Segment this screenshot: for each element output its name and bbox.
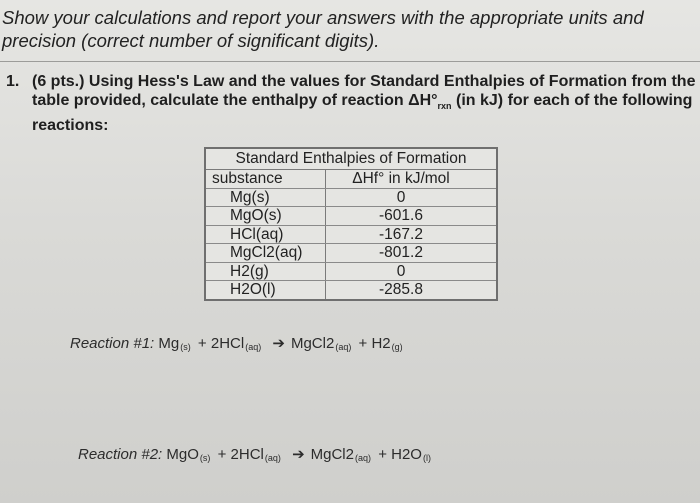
reaction-2-state-1: (s)	[199, 453, 211, 463]
reaction-2-state-3: (aq)	[355, 453, 372, 463]
reaction-2-state-2: (aq)	[264, 453, 281, 463]
substance-cell: Mg(s)	[206, 189, 326, 207]
reaction-2-term-3: MgCl2	[310, 446, 354, 463]
reaction-2-term-2: + 2HCl	[217, 446, 264, 463]
table-row	[206, 189, 496, 208]
question-line-2-start: table provided, calculate the enthalpy of reaction ΔH°	[32, 92, 438, 109]
reaction-1-term-1: Mg	[158, 335, 180, 352]
table-row	[206, 244, 496, 263]
enthalpy-cell: 0	[396, 188, 406, 206]
substance-cell: HCl(aq)	[206, 226, 326, 244]
column-header-substance: substance	[206, 170, 326, 188]
table-row	[206, 207, 496, 226]
question-number: 1.	[6, 73, 20, 90]
table-title: Standard Enthalpies of Formation	[206, 149, 496, 170]
reaction-1-state-4: (g)	[391, 342, 403, 352]
instructions-line-2: precision (correct number of significant digits).	[2, 30, 380, 51]
enthalpy-cell: -601.6	[379, 207, 423, 224]
question-line-3: reactions:	[32, 117, 109, 135]
enthalpy-table	[204, 147, 498, 301]
reaction-2-term-1: MgO	[166, 446, 199, 463]
reaction-1-term-3: MgCl2	[290, 335, 335, 352]
question-line-2	[6, 91, 696, 116]
instructions	[2, 6, 698, 52]
column-header-enthalpy: ΔHf° in kJ/mol	[352, 170, 450, 187]
reaction-1-state-2: (aq)	[245, 342, 262, 352]
reaction-arrow-icon: ➔	[292, 446, 305, 463]
instructions-line-1: Show your calculations and report your answers with the appropriate units and	[2, 7, 644, 28]
enthalpy-cell: -285.8	[379, 281, 423, 298]
reaction-2-term-4: + H2O	[378, 446, 422, 463]
reaction-1-term-4: + H2	[358, 335, 391, 352]
divider	[0, 61, 700, 62]
reaction-arrow-icon: ➔	[272, 335, 285, 352]
reaction-1-term-2: + 2HCl	[197, 335, 245, 352]
enthalpy-cell: -801.2	[379, 244, 423, 261]
enthalpy-cell: -167.2	[379, 225, 423, 243]
reaction-2	[78, 445, 434, 463]
table-row	[206, 263, 496, 282]
table-row	[206, 226, 496, 245]
reaction-1	[70, 334, 406, 352]
question-line-2-end: (in kJ) for each of the following	[451, 92, 693, 109]
substance-cell: MgCl2(aq)	[206, 244, 326, 262]
substance-cell: H2(g)	[206, 263, 326, 281]
reaction-1-state-1: (s)	[180, 342, 191, 352]
reaction-2-label: Reaction #2:	[78, 446, 163, 463]
reaction-1-state-3: (aq)	[335, 342, 352, 352]
substance-cell: MgO(s)	[206, 207, 326, 225]
question-line-1: (6 pts.) Using Hess's Law and the values for Standard Enthalpies of Formation from the	[32, 73, 696, 90]
enthalpy-cell: 0	[396, 262, 406, 280]
table-header-row	[206, 170, 496, 189]
reaction-1-label: Reaction #1:	[70, 335, 155, 352]
substance-cell: H2O(l)	[206, 281, 326, 299]
reaction-2-state-4: (l)	[422, 453, 431, 463]
question-1	[6, 72, 696, 135]
table-row	[206, 281, 496, 299]
rxn-subscript: rxn	[437, 101, 452, 112]
